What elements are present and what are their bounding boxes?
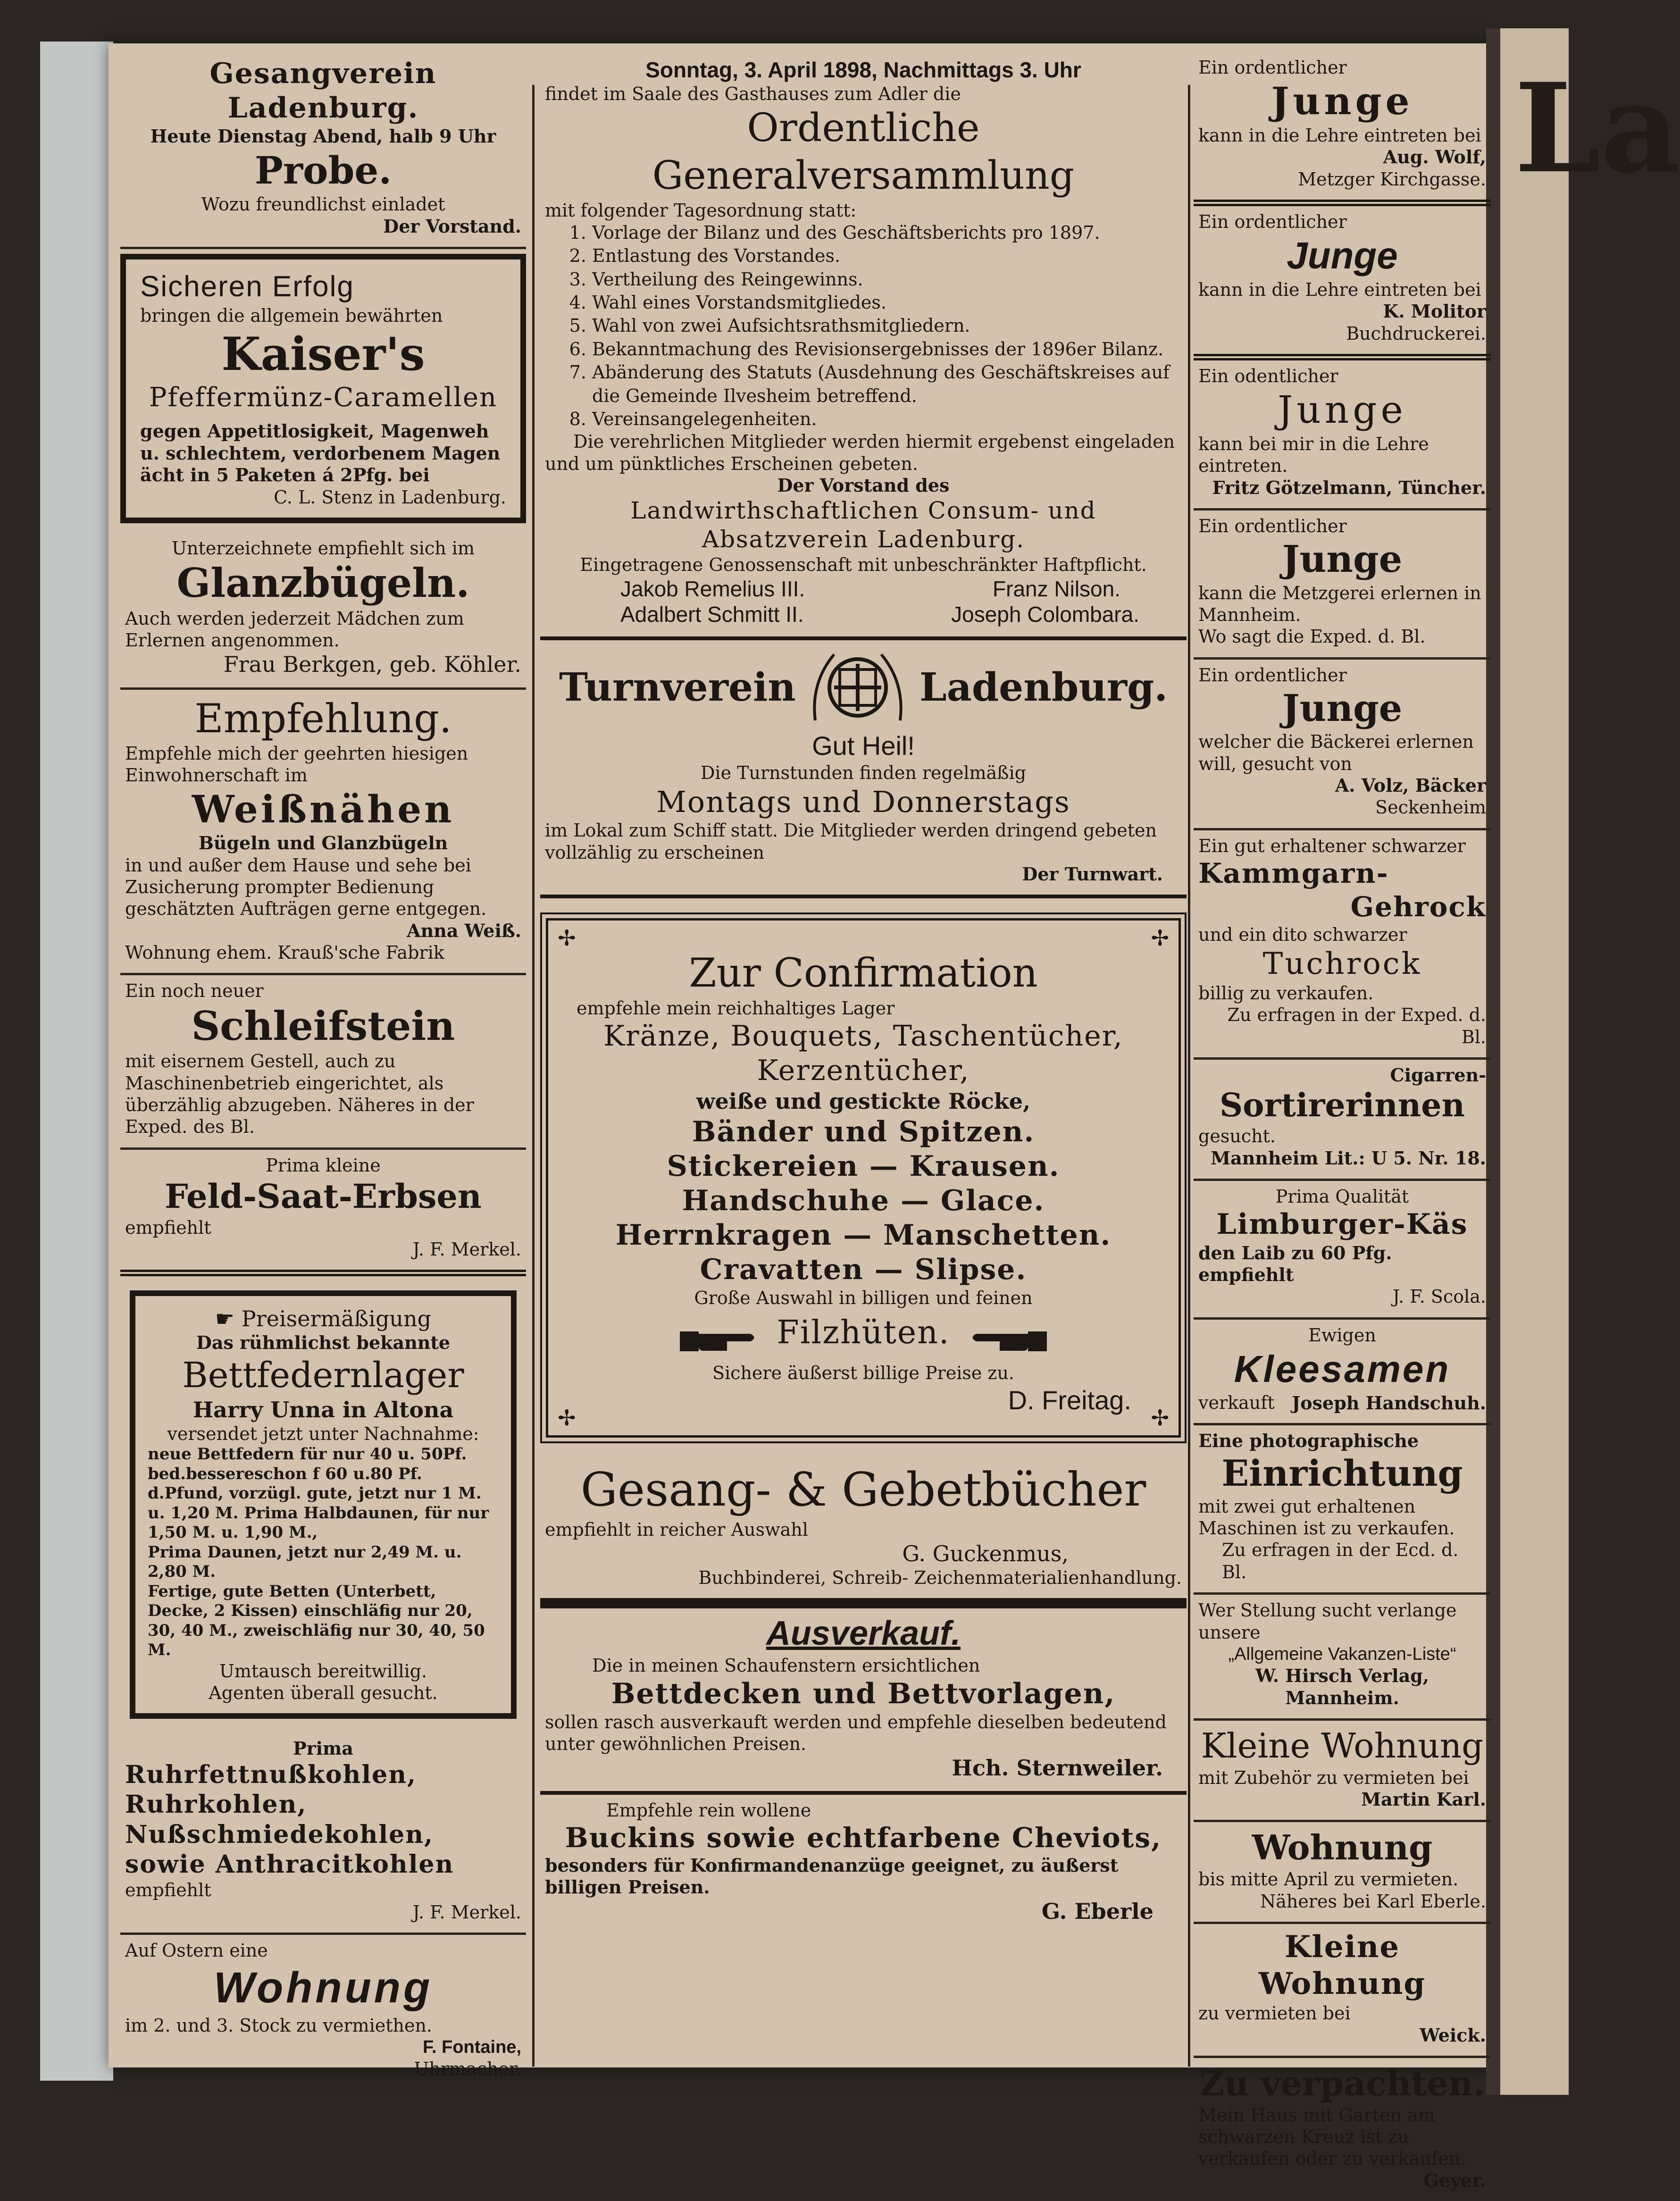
ad-product: Limburger-Käs	[1216, 1208, 1468, 1241]
turner-emblem-icon	[806, 645, 910, 730]
ad-schleifstein	[120, 975, 526, 1149]
ad-product: Buckins sowie echtfarbene Cheviots,	[565, 1821, 1162, 1854]
ad-text: besonders für Konfirmandenanzüge geeignet, zu äußerst billigen Preisen.	[545, 1854, 1119, 1898]
ad-text: verkauft	[1198, 1392, 1275, 1413]
ad-headline: Einrichtung	[1221, 1452, 1463, 1494]
ad-text: Bügeln und Glanzbügeln	[198, 832, 448, 854]
ad-text: Uhrmacher.	[414, 2059, 521, 2080]
ad-product: Cravatten — Slipse.	[700, 1253, 1027, 1287]
ad-text: Heute Dienstag Abend, halb 9 Uhr	[150, 126, 496, 147]
agenda-item: 8. Vereinsangelegenheiten.	[592, 408, 1182, 431]
ad-headline: Wohnung	[1252, 1827, 1433, 1868]
ad-headline: Junge	[1282, 687, 1403, 730]
ad-headline: Empfehlung.	[194, 695, 452, 742]
ad-text: Ein ordentlicher	[1198, 516, 1347, 537]
ad-text: kann in die Lehre eintreten bei	[1198, 125, 1481, 146]
ad-product: Nußschmiedekohlen,	[125, 1820, 434, 1849]
ad-text: Prima Qualität	[1275, 1186, 1409, 1207]
ad-text: welcher die Bäckerei erlernen will, gesucht von	[1198, 731, 1474, 774]
ad-junge-wolf	[1194, 52, 1491, 206]
ad-text: im Lokal zum Schiff statt. Die Mitglieder werden dringend gebeten vollzählig zu erscheinen	[545, 820, 1157, 863]
ad-signature: C. L. Stenz in Ladenburg.	[274, 486, 506, 508]
ad-text: Empfehle mich der geehrten hiesigen Einwohnerschaft im	[125, 743, 468, 786]
ad-text: Prima kleine	[266, 1155, 381, 1176]
ad-text: Ewigen	[1308, 1324, 1376, 1346]
ad-product: Filzhüten.	[777, 1314, 950, 1351]
ad-price-list: neue Bettfedern für nur 40 u. 50Pf. bed.bessereschon f 60 u.80 Pf. d.Pfund, vorzügl. gute, jetzt nur 1 M. u. 1,20 M. Prima Halbdaunen, für nur 1,50 M. u. 1,90 M.,	[148, 1445, 489, 1542]
ad-text: mit Zubehör zu vermieten bei	[1198, 1767, 1469, 1788]
ad-text: bringen die allgemein bewährten	[140, 305, 443, 326]
ad-text: Wer Stellung sucht verlange unsere	[1198, 1600, 1457, 1643]
signatory: Adalbert Schmitt II.	[620, 602, 804, 627]
ad-text: Prima	[293, 1738, 353, 1759]
ad-text: Wohnung ehem. Krauß'sche Fabrik	[125, 942, 444, 963]
ad-gesangverein	[120, 52, 526, 249]
ad-motto: Gut Heil!	[812, 730, 915, 761]
ad-headline: Wohnung	[213, 1964, 433, 2012]
ad-text: Eine photographische	[1198, 1430, 1419, 1451]
ornament-cross-icon: ✢	[558, 1405, 576, 1431]
ad-title: Gesangverein Ladenburg.	[209, 57, 437, 125]
ad-junge-metzgerei	[1194, 510, 1491, 660]
ad-organisation: Landwirthschaftlichen Consum- und Absatzverein Ladenburg.	[630, 497, 1096, 553]
ad-signature: Martin Karl.	[1361, 1789, 1486, 1810]
ad-headline: Kleine Wohnung	[1201, 1725, 1484, 1766]
ad-text: Ein gut erhaltener schwarzer	[1198, 835, 1466, 856]
ad-text: empfiehlt	[125, 1217, 211, 1238]
ad-text: gesucht.	[1198, 1126, 1276, 1147]
ad-product: Tuchrock	[1262, 946, 1422, 981]
agenda-item: 2. Entlastung des Vorstandes.	[592, 244, 1182, 268]
ad-buckins-eberle	[540, 1795, 1187, 1934]
filzhueten-row	[577, 1314, 1150, 1358]
ad-product: Bettdecken und Bettvorlagen,	[611, 1677, 1116, 1710]
ad-text: Ein noch neuer	[125, 980, 264, 1002]
agenda-item: 1. Vorlage der Bilanz und des Geschäftsberichts pro 1897.	[592, 221, 1182, 244]
ad-headline: Junge	[1282, 538, 1403, 581]
pointing-hand-left-icon	[967, 1324, 1047, 1357]
ad-text: den Laib zu 60 Pfg. empfiehlt	[1198, 1242, 1392, 1285]
ad-headline: Zur Confirmation	[689, 950, 1038, 996]
ad-text: gegen Appetitlosigkeit, Magenweh u. schlechtem, verdorbenem Magen ächt in 5 Paketen á 2Pfg. bei	[140, 420, 501, 486]
ad-junge-goetzelmann	[1194, 360, 1491, 510]
spacer	[140, 414, 506, 420]
ad-text: sollen rasch ausverkauft werden und empfehle dieselben bedeutend unter gewöhnlichen Preisen.	[545, 1711, 1167, 1755]
ad-signature: F. Fontaine,	[423, 2037, 521, 2058]
ad-text: Wozu freundlichst einladet	[201, 194, 445, 215]
ad-text: Agenten überall gesucht.	[209, 1682, 438, 1703]
pointing-hand-right-icon	[680, 1324, 760, 1357]
agenda-list	[545, 221, 1182, 431]
column-right	[1194, 52, 1491, 2201]
ad-product: Bänder und Spitzen.	[692, 1115, 1035, 1148]
ad-empfehlung-weissnaehen	[120, 690, 526, 976]
ad-product: sowie Anthracitkohlen	[125, 1850, 454, 1879]
ad-brand: Kaiser's	[221, 327, 425, 381]
ad-headline: Junge	[1278, 388, 1407, 432]
ad-text: kann bei mir in die Lehre eintreten.	[1198, 434, 1429, 477]
ad-saat-erbsen	[120, 1150, 526, 1276]
ad-limburger	[1194, 1181, 1491, 1320]
ad-signature: Der Turnwart.	[1022, 863, 1163, 885]
ad-text: Ein ordentlicher	[1198, 664, 1347, 686]
ad-product: Ruhrkohlen,	[125, 1790, 307, 1819]
ad-vakanzen-liste	[1194, 1595, 1491, 1721]
column-left	[120, 52, 526, 2090]
ad-signature: D. Freitag.	[1008, 1385, 1131, 1415]
ad-gebetbuecher	[540, 1457, 1187, 1608]
ad-signature: Weick.	[1420, 2024, 1486, 2046]
ad-signature: Geyer.	[1423, 2169, 1486, 2191]
ad-headline: Schleifstein	[191, 1002, 455, 1049]
ad-kleine-wohnung-karl	[1194, 1721, 1491, 1823]
ad-text: empfehle mein reichhaltiges Lager	[577, 997, 895, 1019]
ad-kleesamen	[1194, 1320, 1491, 1425]
ad-text: Das rühmlichst bekannte	[196, 1332, 451, 1354]
ad-gehrock	[1194, 830, 1491, 1060]
turnverein-header	[545, 645, 1182, 730]
ad-headline: Montags und Donnerstags	[656, 784, 1070, 819]
ad-headline: Ordentliche Generalversammlung	[652, 106, 1075, 198]
ad-text: in und außer dem Hause und sehe bei Zusicherung prompter Bedienung geschätzten Aufträgen gerne entgegen.	[125, 854, 487, 920]
ad-product: Gehrock	[1350, 890, 1486, 923]
ad-kaiser-caramellen	[120, 254, 526, 523]
ad-text: empfiehlt in reicher Auswahl	[545, 1519, 808, 1540]
ad-text: Cigarren-	[1390, 1064, 1486, 1086]
ad-price-list: Fertige, gute Betten (Unterbett, Decke, 2 Kissen) einschläfig nur 20, 30, 40 M., zweischläfig nur 30, 40, 50 M.	[148, 1582, 485, 1660]
inner-frame	[546, 918, 1181, 1438]
ad-signature: J. F. Merkel.	[412, 1239, 521, 1260]
ad-text: Unterzeichnete empfiehlt sich im	[172, 537, 475, 559]
pointing-hand-icon: ☛	[215, 1306, 235, 1332]
ad-text: Die verehrlichen Mitglieder werden hiermit ergebenst eingeladen und um pünktliches Erscheinen gebeten.	[545, 431, 1175, 474]
ornament-cross-icon: ✢	[1151, 925, 1169, 951]
ad-text: Auch werden jederzeit Mädchen zum Erlernen angenommen.	[125, 608, 464, 651]
ad-product: Ruhrfettnußkohlen,	[125, 1760, 417, 1789]
agenda-item: 4. Wahl eines Vorstandsmitgliedes.	[592, 291, 1182, 314]
ad-glanzbuegeln	[120, 533, 526, 690]
ad-headline: Ladenburg.	[919, 664, 1168, 710]
gray-backing-board	[40, 42, 113, 2081]
ad-signature: A. Volz, Bäcker	[1335, 774, 1486, 796]
ad-product: Kränze, Bouquets, Taschentücher,	[603, 1020, 1123, 1053]
ad-signature: G. Eberle	[1041, 1899, 1153, 1925]
ad-headline: Sortirerinnen	[1220, 1087, 1465, 1125]
ad-text: „Allgemeine Vakanzen-Liste“	[1228, 1644, 1456, 1664]
ad-text: Der Vorstand des	[777, 475, 950, 496]
ad-signature: J. F. Merkel.	[412, 1901, 521, 1923]
ad-signature: J. F. Scola.	[1392, 1286, 1486, 1307]
ad-wohnung-eberle	[1194, 1822, 1491, 1924]
ad-text: Auf Ostern eine	[125, 1940, 268, 1961]
ornament-cross-icon: ✢	[558, 925, 576, 951]
ad-headline: Feld-Saat-Erbsen	[165, 1177, 482, 1216]
ad-headline: Ausverkauf.	[766, 1615, 961, 1653]
ad-product: weiße und gestickte Röcke,	[696, 1088, 1031, 1114]
ad-kleine-wohnung-weick	[1194, 1924, 1491, 2058]
ad-signature: Fritz Götzelmann, Tüncher.	[1212, 477, 1486, 498]
ad-headline: Weißnähen	[192, 787, 455, 831]
ad-bettfedernlager	[130, 1290, 517, 1719]
ad-date: Sonntag, 3. April 1898, Nachmittags 3. Uhr	[645, 58, 1081, 82]
ad-junge-molitor	[1194, 206, 1491, 360]
ad-text: Eingetragene Genossenschaft mit unbeschränkter Haftpflicht.	[580, 554, 1147, 576]
ad-text: Die Turnstunden finden regelmäßig	[700, 762, 1027, 784]
ad-text: Umtausch bereitwillig.	[219, 1660, 427, 1682]
kleesamen-footer	[1198, 1392, 1486, 1414]
ornament-cross-icon: ✢	[1151, 1405, 1169, 1431]
ad-text: Ein ordentlicher	[1198, 57, 1347, 78]
ad-ausverkauf	[540, 1608, 1187, 1794]
adjacent-page-masthead-fragment: La	[1514, 57, 1680, 201]
ad-text: kann in die Lehre eintreten bei	[1198, 279, 1481, 300]
ad-product: Kerzentücher,	[757, 1054, 970, 1088]
ad-headline-row	[148, 1306, 499, 1332]
ad-text: und ein dito schwarzer	[1198, 924, 1407, 945]
ad-wohnung-fontaine	[120, 1935, 526, 2090]
column-rule-left	[532, 85, 535, 2067]
ad-headline: Preisermäßigung	[241, 1306, 432, 1332]
ad-signature: G. Guckenmus,	[902, 1540, 1069, 1566]
ad-brand: Bettfedernlager	[182, 1355, 464, 1396]
ad-headline: Turnverein	[559, 664, 796, 710]
column-middle	[540, 52, 1187, 1934]
ad-text: Näheres bei Karl Eberle.	[1260, 1891, 1486, 1912]
ad-text: Empfehle rein wollene	[606, 1799, 811, 1821]
signatory: Jakob Remelius III.	[620, 576, 805, 601]
ad-headline: Zu verpachten.	[1199, 2063, 1485, 2103]
ad-headline: Gesang- & Gebetbücher	[580, 1463, 1146, 1517]
ad-confirmation-freitag	[540, 898, 1187, 1457]
ad-product: Stickereien — Krausen.	[667, 1149, 1060, 1183]
agenda-item: 3. Vertheilung des Reingewinns.	[592, 268, 1182, 291]
ad-text: mit folgender Tagesordnung statt:	[545, 200, 857, 221]
ad-text: billig zu verkaufen.	[1198, 982, 1374, 1004]
ad-signature: Anna Weiß.	[407, 920, 521, 941]
ad-text: empfiehlt	[125, 1880, 211, 1901]
adjacent-page-edge	[1500, 28, 1680, 2095]
ad-text: Große Auswahl in billigen und feinen	[694, 1288, 1033, 1309]
ad-text: Wo sagt die Exped. d. Bl.	[1198, 626, 1426, 647]
ad-signature: Frau Berkgen, geb. Köhler.	[223, 652, 521, 678]
ad-text: Die in meinen Schaufenstern ersichtlichen	[592, 1655, 980, 1676]
ad-headline: Kleine Wohnung	[1258, 1929, 1426, 2002]
agenda-item: 6. Bekanntmachung des Revisionsergebnisses der 1896er Bilanz.	[592, 338, 1182, 361]
ad-product: Pfeffermünz-Caramellen	[149, 382, 498, 413]
ad-text: bis mitte April zu vermieten.	[1198, 1869, 1459, 1890]
ad-text: versendet jetzt unter Nachnahme:	[167, 1423, 479, 1445]
ad-text: Zu erfragen in der Exped. d. Bl.	[1227, 1004, 1486, 1047]
ad-text: mit eisernem Gestell, auch zu Maschinenbetrieb eingerichtet, als überzählig abzugeben. Näheres in der Exped. des Bl.	[125, 1051, 474, 1138]
ad-text: Zu erfragen in der Ecd. d. Bl.	[1222, 1540, 1459, 1582]
ad-text: findet im Saale des Gasthauses zum Adler die	[545, 84, 961, 105]
ad-junge-volz	[1194, 660, 1491, 830]
agenda-item: 7. Abänderung des Statuts (Ausdehnung des Geschäftskreises auf die Gemeinde Ilvesheim betreffend.	[592, 361, 1182, 408]
ad-headline: Sicheren Erfolg	[140, 270, 354, 303]
ad-product: Handschuhe — Glace.	[682, 1184, 1045, 1217]
outer-frame	[540, 912, 1187, 1443]
ad-text: Seckenheim	[1375, 797, 1486, 818]
ad-text: kann die Metzgerei erlernen in Mannheim.	[1198, 582, 1481, 625]
ad-product: Herrnkragen — Manschetten.	[615, 1219, 1112, 1252]
ad-headline: Kleesamen	[1234, 1348, 1451, 1390]
ad-signature: Der Vorstand.	[383, 215, 521, 237]
ad-price-list: Prima Daunen, jetzt nur 2,49 M. u. 2,80 M.	[148, 1542, 462, 1582]
ad-photographische-einrichtung	[1194, 1425, 1491, 1595]
ad-headline: Probe.	[254, 148, 392, 192]
ad-signature: W. Hirsch Verlag, Mannheim.	[1255, 1665, 1429, 1708]
ad-text: mit zwei gut erhaltenen Maschinen ist zu verkaufen.	[1198, 1496, 1455, 1539]
ad-text: Ein ordentlicher	[1198, 211, 1347, 233]
ad-text: Metzger Kirchgasse.	[1298, 168, 1486, 190]
ad-signature: Hch. Sternweiler.	[952, 1755, 1163, 1781]
ad-text: Mannheim Lit.: U 5. Nr. 18.	[1211, 1147, 1486, 1169]
ad-text: Buchbinderei, Schreib- Zeichenmaterialienhandlung.	[698, 1567, 1182, 1589]
ad-text: Harry Unna in Altona	[192, 1397, 454, 1423]
signatories-row	[545, 602, 1182, 627]
ad-signature: K. Molitor	[1383, 301, 1486, 322]
ad-text: im 2. und 3. Stock zu vermiethen.	[125, 2015, 433, 2036]
ad-headline: Junge	[1287, 234, 1398, 277]
agenda-item: 5. Wahl von zwei Aufsichtsrathsmitgliedern.	[592, 314, 1182, 337]
signatory: Joseph Colombara.	[951, 602, 1139, 627]
ad-generalversammlung	[540, 52, 1187, 640]
ad-text: Sichere äußerst billige Preise zu.	[712, 1363, 1015, 1384]
ad-headline: Junge	[1271, 79, 1413, 124]
ad-signature: Aug. Wolf,	[1383, 146, 1486, 168]
ad-signature: Joseph Handschuh.	[1292, 1392, 1486, 1414]
ad-text: Buchdruckerei.	[1346, 323, 1486, 344]
ad-turnverein	[540, 640, 1187, 898]
signatory: Franz Nilson.	[993, 576, 1120, 601]
ad-text: Mein Haus mit Garten am schwarzen Kreuz ist zu verkaufen oder zu verkaufen.	[1198, 2104, 1466, 2169]
ad-text: Ein odentlicher	[1198, 366, 1338, 387]
ad-sortirerinnen	[1194, 1060, 1491, 1181]
column-rule-right	[1188, 85, 1190, 2067]
ad-kohlen	[120, 1733, 526, 1935]
ad-zu-verpachten	[1194, 2058, 1491, 2201]
signatories-row	[545, 576, 1182, 602]
ad-text: zu vermieten bei	[1198, 2003, 1351, 2024]
ad-product: Kammgarn-	[1198, 857, 1389, 889]
ad-headline: Glanzbügeln.	[176, 560, 470, 607]
